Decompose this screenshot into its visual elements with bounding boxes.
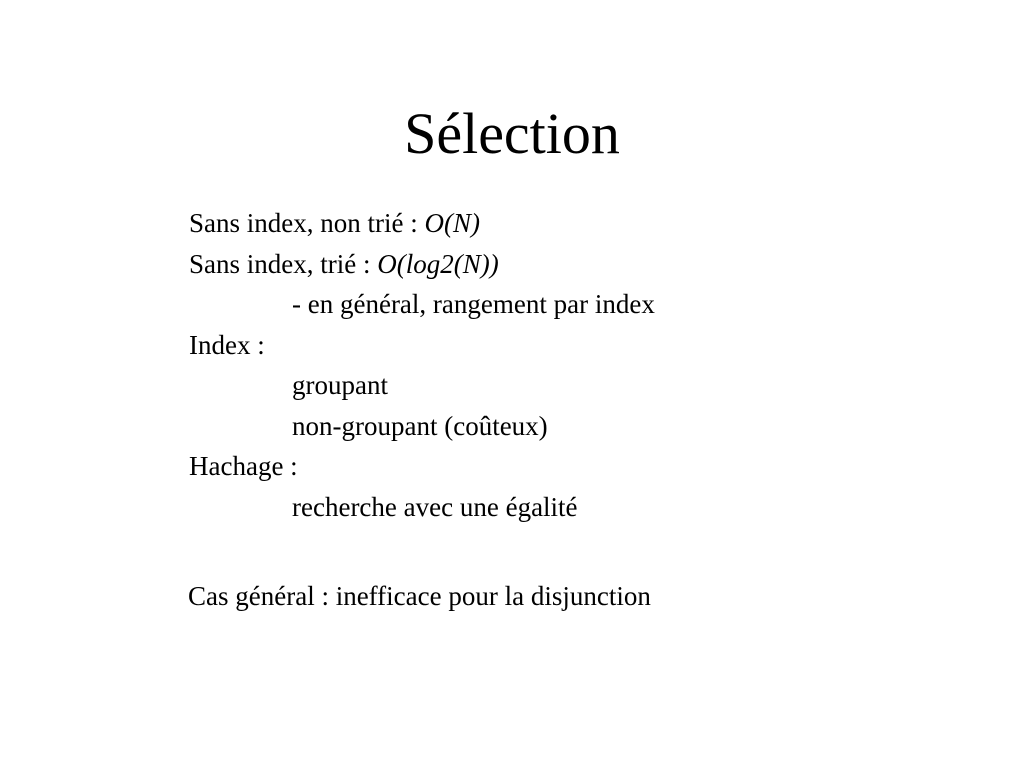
sorted-note-line	[189, 284, 655, 325]
hashing-detail-line	[189, 487, 655, 528]
hashing-heading-line	[189, 446, 655, 487]
cost-line-unindexed-sorted	[189, 244, 655, 285]
slide-title: Sélection	[404, 101, 620, 166]
complexity-value: O(log2(N))	[377, 248, 499, 279]
line-text: Sans index, trié :	[189, 248, 378, 279]
index-type-line	[189, 365, 655, 406]
index-type-line	[189, 406, 655, 447]
line-text: groupant	[292, 370, 388, 400]
line-text: non-groupant (coûteux)	[292, 410, 548, 441]
general-case-line: Cas général : inefficace pour la disjunction	[188, 581, 651, 611]
line-text: - en général, rangement par index	[292, 289, 655, 319]
slide-body	[189, 203, 655, 527]
index-heading-line	[189, 325, 655, 366]
complexity-value: O(N)	[424, 208, 480, 238]
cost-line-unindexed-unsorted	[189, 203, 655, 244]
line-text: Sans index, non trié :	[189, 208, 425, 238]
line-text: Hachage :	[189, 451, 298, 481]
line-text: Index :	[189, 329, 265, 360]
line-text: recherche avec une égalité	[292, 491, 578, 522]
